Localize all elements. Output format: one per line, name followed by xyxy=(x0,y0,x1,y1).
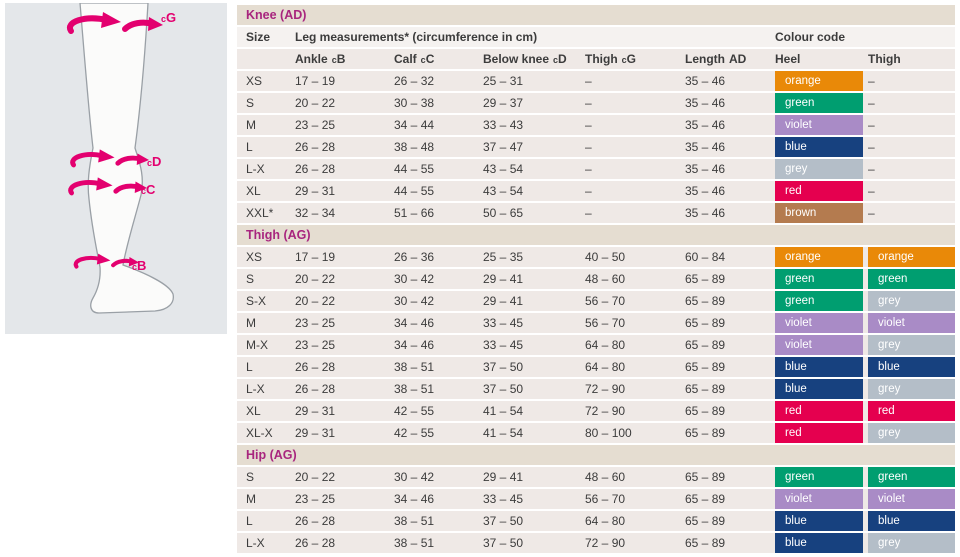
leg-diagram-panel xyxy=(5,3,227,334)
colour-chip-heel: blue xyxy=(775,533,863,553)
spacer xyxy=(246,49,295,69)
table-row xyxy=(237,467,955,487)
cell-colour-thigh xyxy=(868,357,955,377)
cell-measurement: 48 – 60 xyxy=(585,470,626,484)
cell-measurement: 26 – 28 xyxy=(295,360,336,374)
measure-code-sub: c xyxy=(553,55,559,65)
no-colour-dash: – xyxy=(868,184,875,198)
cell-measurement: 20 – 22 xyxy=(295,96,336,110)
colour-chip-thigh: blue xyxy=(868,511,955,531)
cell-measurement: 56 – 70 xyxy=(585,492,626,506)
spacer xyxy=(237,269,246,289)
size-column-header: Size xyxy=(246,30,271,44)
cell-measurement: 23 – 25 xyxy=(295,492,336,506)
cell-measurement: 29 – 31 xyxy=(295,184,336,198)
table-row xyxy=(237,401,955,421)
measure-name: Ankle xyxy=(295,52,328,66)
cell-measurement: 33 – 45 xyxy=(483,338,524,352)
cell-colour-heel xyxy=(775,379,868,399)
table-row xyxy=(237,379,955,399)
colour-chip-heel: violet xyxy=(775,489,863,509)
cell-size: M xyxy=(246,492,256,506)
cell-measurement: 65 – 89 xyxy=(685,492,726,506)
spacer xyxy=(237,181,246,201)
cell-colour-heel xyxy=(775,335,868,355)
spacer xyxy=(237,423,246,443)
cell-measurement: 25 – 35 xyxy=(483,250,524,264)
cell-measurement: 37 – 50 xyxy=(483,536,524,550)
cell-measurement: – xyxy=(585,74,592,88)
colour-code-header: Colour code xyxy=(775,30,846,44)
colour-chip-thigh: grey xyxy=(868,291,955,311)
cell-measurement: 65 – 89 xyxy=(685,470,726,484)
no-colour-dash: – xyxy=(868,118,875,132)
table-row xyxy=(237,247,955,267)
cell-measurement: 32 – 34 xyxy=(295,206,336,220)
section-header-knee: Knee (AD) xyxy=(237,5,955,25)
cell-measurement: 37 – 50 xyxy=(483,514,524,528)
cell-measurement: 64 – 80 xyxy=(585,338,626,352)
cell-measurement: 17 – 19 xyxy=(295,250,336,264)
cell-measurement: – xyxy=(585,162,592,176)
no-colour-dash: – xyxy=(868,96,875,110)
cell-measurement: 38 – 51 xyxy=(394,360,435,374)
measure-column-header xyxy=(585,49,685,69)
measure-name: Length xyxy=(685,52,725,66)
spacer xyxy=(237,379,246,399)
section-header-thigh: Thigh (AG) xyxy=(237,225,955,245)
table-row xyxy=(237,335,955,355)
cell-size: XS xyxy=(246,74,263,88)
cell-colour-heel xyxy=(775,181,868,201)
colour-chip-thigh: orange xyxy=(868,247,955,267)
table-row xyxy=(237,269,955,289)
cell-colour-heel xyxy=(775,137,868,157)
cell-measurement: 20 – 22 xyxy=(295,294,336,308)
cell-colour-thigh xyxy=(868,115,955,135)
colour-chip-heel: violet xyxy=(775,115,863,135)
cell-measurement: 65 – 89 xyxy=(685,514,726,528)
measure-label-cc: cC xyxy=(141,182,156,197)
column-header-row xyxy=(237,27,955,47)
measure-column-header xyxy=(295,49,394,69)
cell-colour-thigh xyxy=(868,291,955,311)
cell-size: L xyxy=(246,514,253,528)
cell-measurement: 56 – 70 xyxy=(585,294,626,308)
cell-colour-thigh xyxy=(868,71,955,91)
no-colour-dash: – xyxy=(868,140,875,154)
cell-measurement: 29 – 37 xyxy=(483,96,524,110)
colour-chip-thigh: green xyxy=(868,467,955,487)
cell-size: M-X xyxy=(246,338,268,352)
cell-measurement: 41 – 54 xyxy=(483,404,524,418)
cell-measurement: – xyxy=(585,206,592,220)
cell-measurement: 50 – 65 xyxy=(483,206,524,220)
cell-measurement: 35 – 46 xyxy=(685,74,726,88)
cell-measurement: 72 – 90 xyxy=(585,536,626,550)
cell-colour-heel xyxy=(775,247,868,267)
cell-measurement: 35 – 46 xyxy=(685,184,726,198)
cell-colour-heel xyxy=(775,313,868,333)
colour-chip-thigh: grey xyxy=(868,379,955,399)
cell-measurement: 33 – 43 xyxy=(483,118,524,132)
cell-colour-thigh xyxy=(868,313,955,333)
colour-chip-heel: orange xyxy=(775,71,863,91)
cell-measurement: 72 – 90 xyxy=(585,382,626,396)
cell-measurement: 34 – 46 xyxy=(394,316,435,330)
colour-chip-heel: blue xyxy=(775,511,863,531)
cell-measurement: 30 – 42 xyxy=(394,272,435,286)
cell-measurement: 41 – 54 xyxy=(483,426,524,440)
colour-chip-heel: brown xyxy=(775,203,863,223)
table-row xyxy=(237,489,955,509)
measure-code-cap: B xyxy=(336,52,346,66)
cell-measurement: 65 – 89 xyxy=(685,536,726,550)
measure-label-cb: cB xyxy=(132,258,147,273)
cell-colour-thigh xyxy=(868,93,955,113)
spacer xyxy=(237,533,246,553)
colour-chip-heel: blue xyxy=(775,357,863,377)
table-row xyxy=(237,159,955,179)
cell-measurement: 26 – 28 xyxy=(295,382,336,396)
cell-colour-thigh xyxy=(868,247,955,267)
cell-measurement: 65 – 89 xyxy=(685,360,726,374)
measure-name: Below knee xyxy=(483,52,550,66)
measure-column-header xyxy=(685,49,775,69)
colour-chip-heel: red xyxy=(775,423,863,443)
no-colour-dash: – xyxy=(868,162,875,176)
cell-measurement: 65 – 89 xyxy=(685,294,726,308)
spacer xyxy=(237,247,246,267)
spacer xyxy=(237,291,246,311)
cell-measurement: 26 – 36 xyxy=(394,250,435,264)
colour-chip-heel: orange xyxy=(775,247,863,267)
cell-colour-thigh xyxy=(868,511,955,531)
cell-measurement: 25 – 31 xyxy=(483,74,524,88)
cell-measurement: 26 – 32 xyxy=(394,74,435,88)
thigh-column-header: Thigh xyxy=(868,52,901,66)
cell-colour-heel xyxy=(775,489,868,509)
leg-diagram xyxy=(5,3,227,334)
cell-measurement: 26 – 28 xyxy=(295,162,336,176)
spacer xyxy=(237,137,246,157)
cell-measurement: 33 – 45 xyxy=(483,316,524,330)
cell-measurement: 51 – 66 xyxy=(394,206,435,220)
cell-size: XS xyxy=(246,250,263,264)
cell-measurement: 35 – 46 xyxy=(685,206,726,220)
measure-code-cap: C xyxy=(425,52,435,66)
cell-colour-thigh xyxy=(868,401,955,421)
measure-label-cg: cG xyxy=(161,10,177,25)
measure-column-header xyxy=(394,49,483,69)
colour-chip-thigh: green xyxy=(868,269,955,289)
cell-size: S xyxy=(246,272,255,286)
colour-chip-thigh: blue xyxy=(868,357,955,377)
measure-code-cap: D xyxy=(558,52,567,66)
table-row xyxy=(237,93,955,113)
cell-colour-heel xyxy=(775,357,868,377)
cell-size: S-X xyxy=(246,294,267,308)
spacer xyxy=(237,489,246,509)
cell-measurement: 20 – 22 xyxy=(295,470,336,484)
cell-colour-heel xyxy=(775,269,868,289)
cell-measurement: 29 – 31 xyxy=(295,404,336,418)
cell-measurement: 80 – 100 xyxy=(585,426,632,440)
section-header-hip: Hip (AG) xyxy=(237,445,955,465)
cell-measurement: 65 – 89 xyxy=(685,404,726,418)
cell-colour-heel xyxy=(775,291,868,311)
cell-measurement: 29 – 41 xyxy=(483,294,524,308)
cell-measurement: 65 – 89 xyxy=(685,316,726,330)
cell-measurement: 17 – 19 xyxy=(295,74,336,88)
cell-measurement: 30 – 42 xyxy=(394,470,435,484)
cell-measurement: 65 – 89 xyxy=(685,426,726,440)
table-row xyxy=(237,423,955,443)
cell-measurement: – xyxy=(585,96,592,110)
cell-colour-thigh xyxy=(868,489,955,509)
cell-size: L-X xyxy=(246,536,265,550)
no-colour-dash: – xyxy=(868,74,875,88)
cell-measurement: 48 – 60 xyxy=(585,272,626,286)
cell-measurement: 64 – 80 xyxy=(585,514,626,528)
leg-measurements-header: Leg measurements* (circumference in cm) xyxy=(295,30,538,44)
spacer xyxy=(237,49,246,69)
cell-measurement: – xyxy=(585,140,592,154)
table-row xyxy=(237,203,955,223)
measure-code-cap: AD xyxy=(729,52,747,66)
cell-colour-thigh xyxy=(868,533,955,553)
cell-colour-heel xyxy=(775,159,868,179)
cell-measurement: 60 – 84 xyxy=(685,250,726,264)
cell-measurement: 33 – 45 xyxy=(483,492,524,506)
cell-measurement: 38 – 51 xyxy=(394,514,435,528)
cell-measurement: 72 – 90 xyxy=(585,404,626,418)
cell-measurement: 65 – 89 xyxy=(685,338,726,352)
colour-chip-heel: green xyxy=(775,291,863,311)
cell-measurement: 38 – 48 xyxy=(394,140,435,154)
measure-code-sub: c xyxy=(420,55,426,65)
colour-chip-heel: red xyxy=(775,181,863,201)
cell-size: XL xyxy=(246,184,261,198)
spacer xyxy=(237,357,246,377)
colour-chip-thigh: violet xyxy=(868,489,955,509)
spacer xyxy=(237,203,246,223)
cell-measurement: 26 – 28 xyxy=(295,140,336,154)
cell-size: M xyxy=(246,118,256,132)
cell-size: XL-X xyxy=(246,426,273,440)
cell-measurement: 30 – 42 xyxy=(394,294,435,308)
cell-measurement: 43 – 54 xyxy=(483,162,524,176)
cell-measurement: 23 – 25 xyxy=(295,118,336,132)
cell-size: L xyxy=(246,140,253,154)
cell-size: S xyxy=(246,470,255,484)
cell-measurement: 43 – 54 xyxy=(483,184,524,198)
table-row xyxy=(237,181,955,201)
cell-measurement: 44 – 55 xyxy=(394,184,435,198)
cell-measurement: 23 – 25 xyxy=(295,338,336,352)
cell-size: L-X xyxy=(246,382,265,396)
spacer xyxy=(237,27,246,47)
table-row xyxy=(237,533,955,553)
colour-chip-heel: red xyxy=(775,401,863,421)
measure-code-sub: c xyxy=(621,55,627,65)
colour-chip-thigh: grey xyxy=(868,335,955,355)
cell-colour-thigh xyxy=(868,203,955,223)
measure-column-header xyxy=(483,49,585,69)
cell-measurement: 29 – 31 xyxy=(295,426,336,440)
table-row xyxy=(237,313,955,333)
cell-measurement: 30 – 38 xyxy=(394,96,435,110)
cell-colour-heel xyxy=(775,467,868,487)
cell-measurement: 35 – 46 xyxy=(685,96,726,110)
table-row xyxy=(237,137,955,157)
cell-size: L xyxy=(246,360,253,374)
colour-chip-heel: violet xyxy=(775,335,863,355)
cell-colour-thigh xyxy=(868,181,955,201)
measure-name: Calf xyxy=(394,52,417,66)
cell-measurement: 23 – 25 xyxy=(295,316,336,330)
measure-name: Thigh xyxy=(585,52,618,66)
cell-colour-heel xyxy=(775,511,868,531)
cell-measurement: 34 – 44 xyxy=(394,118,435,132)
cell-measurement: 64 – 80 xyxy=(585,360,626,374)
cell-size: L-X xyxy=(246,162,265,176)
cell-size: XXL* xyxy=(246,206,274,220)
colour-chip-thigh: violet xyxy=(868,313,955,333)
cell-size: M xyxy=(246,316,256,330)
measure-code-sub: c xyxy=(331,55,337,65)
cell-measurement: 38 – 51 xyxy=(394,536,435,550)
cell-measurement: 56 – 70 xyxy=(585,316,626,330)
colour-chip-thigh: grey xyxy=(868,533,955,553)
table-row xyxy=(237,115,955,135)
cell-measurement: 35 – 46 xyxy=(685,162,726,176)
cell-colour-thigh xyxy=(868,159,955,179)
table-row xyxy=(237,71,955,91)
spacer xyxy=(237,467,246,487)
colour-chip-heel: green xyxy=(775,93,863,113)
cell-colour-thigh xyxy=(868,379,955,399)
cell-colour-heel xyxy=(775,115,868,135)
cell-measurement: – xyxy=(585,184,592,198)
colour-chip-heel: blue xyxy=(775,137,863,157)
measure-label-cd: cD xyxy=(147,154,162,169)
measure-code-cap: G xyxy=(626,52,637,66)
colour-chip-heel: blue xyxy=(775,379,863,399)
cell-measurement: 65 – 89 xyxy=(685,382,726,396)
cell-colour-heel xyxy=(775,423,868,443)
cell-colour-thigh xyxy=(868,137,955,157)
spacer xyxy=(237,511,246,531)
spacer xyxy=(237,71,246,91)
cell-measurement: 40 – 50 xyxy=(585,250,626,264)
cell-measurement: 29 – 41 xyxy=(483,470,524,484)
cell-size: S xyxy=(246,96,255,110)
spacer xyxy=(237,93,246,113)
cell-measurement: 37 – 50 xyxy=(483,382,524,396)
cell-measurement: 35 – 46 xyxy=(685,118,726,132)
spacer xyxy=(237,115,246,135)
cell-measurement: 44 – 55 xyxy=(394,162,435,176)
table-row xyxy=(237,357,955,377)
cell-measurement: 29 – 41 xyxy=(483,272,524,286)
spacer xyxy=(237,159,246,179)
heel-column-header: Heel xyxy=(775,52,801,66)
cell-measurement: 38 – 51 xyxy=(394,382,435,396)
colour-chip-heel: violet xyxy=(775,313,863,333)
cell-measurement: 42 – 55 xyxy=(394,426,435,440)
cell-measurement: 34 – 46 xyxy=(394,338,435,352)
table-row xyxy=(237,511,955,531)
cell-measurement: 42 – 55 xyxy=(394,404,435,418)
cell-colour-heel xyxy=(775,533,868,553)
no-colour-dash: – xyxy=(868,206,875,220)
cell-measurement: 34 – 46 xyxy=(394,492,435,506)
cell-measurement: 20 – 22 xyxy=(295,272,336,286)
sizing-table xyxy=(237,5,955,555)
sub-header-row xyxy=(237,49,955,69)
spacer xyxy=(237,313,246,333)
cell-measurement: 35 – 46 xyxy=(685,140,726,154)
cell-measurement: 37 – 47 xyxy=(483,140,524,154)
colour-chip-heel: grey xyxy=(775,159,863,179)
cell-colour-heel xyxy=(775,401,868,421)
cell-colour-thigh xyxy=(868,269,955,289)
cell-size: XL xyxy=(246,404,261,418)
colour-chip-thigh: grey xyxy=(868,423,955,443)
cell-colour-heel xyxy=(775,71,868,91)
cell-colour-heel xyxy=(775,93,868,113)
cell-colour-thigh xyxy=(868,423,955,443)
spacer xyxy=(237,335,246,355)
cell-colour-thigh xyxy=(868,467,955,487)
colour-chip-heel: green xyxy=(775,467,863,487)
spacer xyxy=(237,401,246,421)
cell-measurement: 65 – 89 xyxy=(685,272,726,286)
colour-chip-thigh: red xyxy=(868,401,955,421)
cell-measurement: 26 – 28 xyxy=(295,514,336,528)
cell-measurement: 26 – 28 xyxy=(295,536,336,550)
colour-chip-heel: green xyxy=(775,269,863,289)
cell-colour-heel xyxy=(775,203,868,223)
table-row xyxy=(237,291,955,311)
cell-measurement: – xyxy=(585,118,592,132)
cell-colour-thigh xyxy=(868,335,955,355)
cell-measurement: 37 – 50 xyxy=(483,360,524,374)
